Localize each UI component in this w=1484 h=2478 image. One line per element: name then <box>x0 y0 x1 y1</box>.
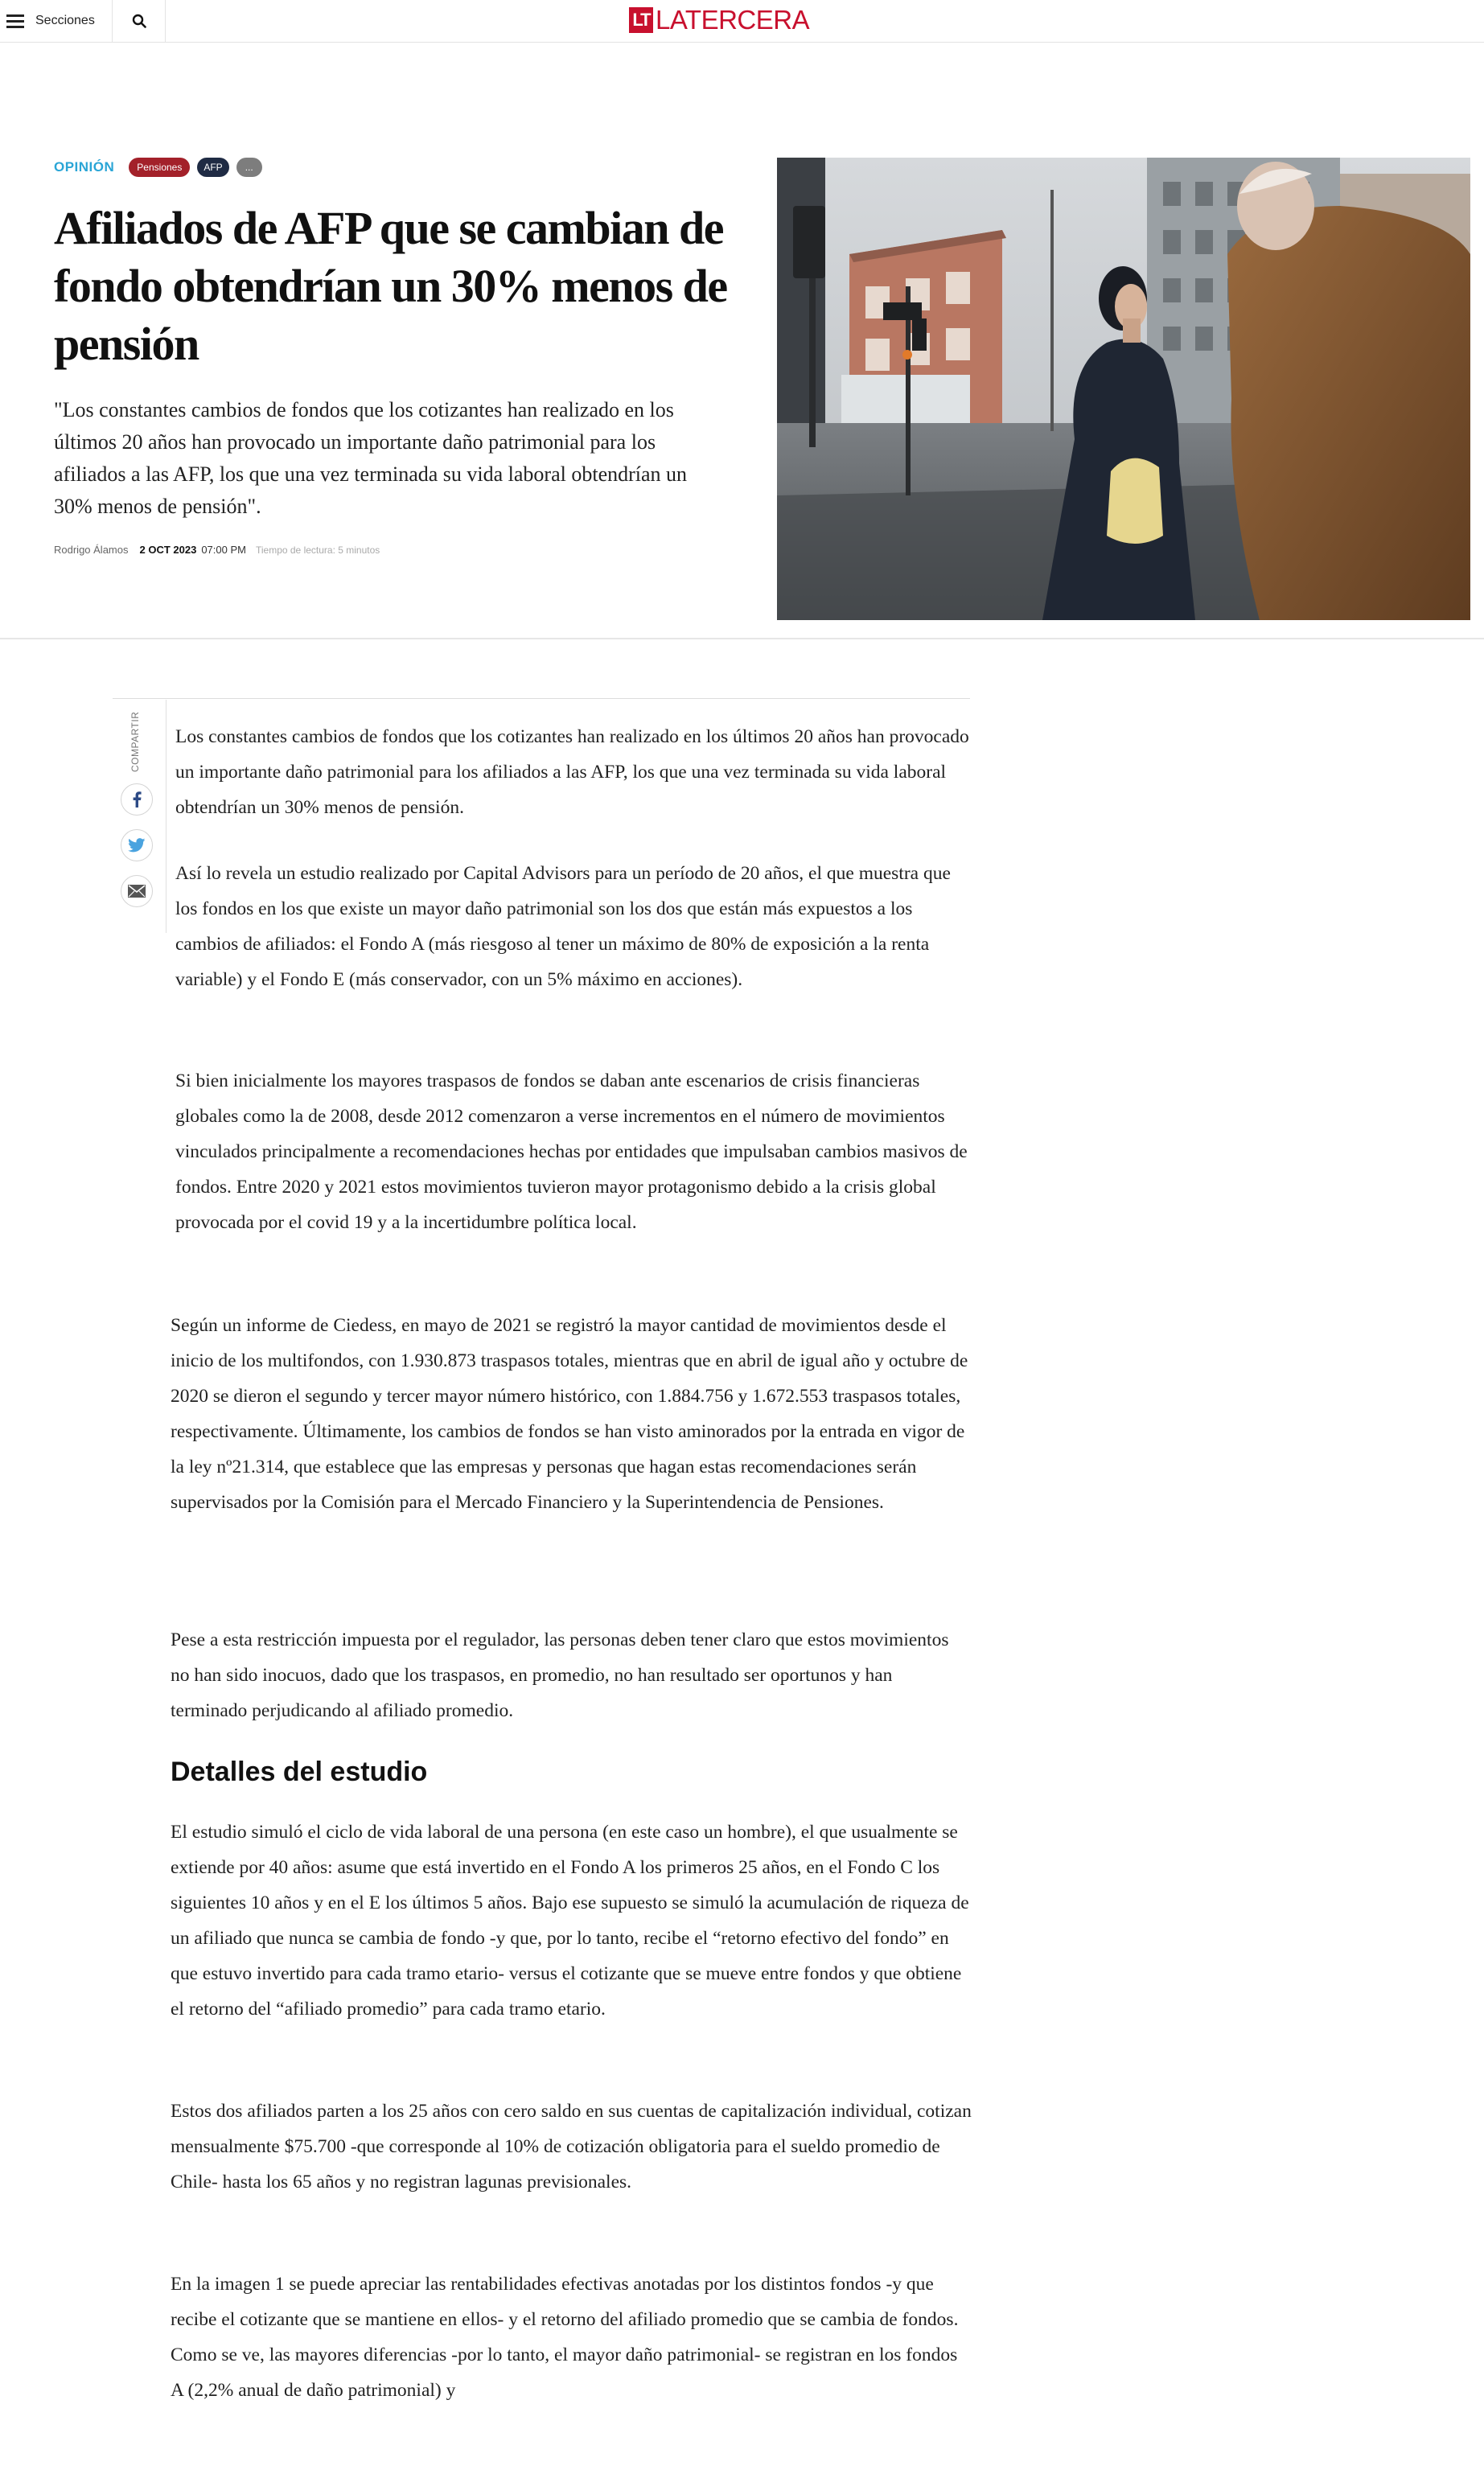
article-headline: Afiliados de AFP que se cambian de fondo obtendrían un 30% menos de pensión <box>54 202 727 370</box>
section-link[interactable]: OPINIÓN <box>54 159 115 175</box>
header-divider <box>0 638 1484 639</box>
article-tags <box>54 158 269 177</box>
body-paragraph-3: Si bien inicialmente los mayores traspasos de fondos se daban ante escenarios de crisis financieras globales como la de 2008, desde 2012 comenzaron a verse incrementos en el número de movimientos vinculados principalmente a recomendaciones hechas por entidades que impulsaban cambios masivos de fondos. Entre 2020 y 2021 estos movimientos tuvieron mayor protagonismo debido a la crisis global provocada por el covid 19 y a la incertidumbre política local. <box>175 1071 968 1233</box>
tag-afp[interactable]: AFP <box>197 158 228 177</box>
search-button[interactable] <box>113 0 166 42</box>
body-paragraph-4: Según un informe de Ciedess, en mayo de 2021 se registró la mayor cantidad de movimientos desde el inicio de los multifondos, con 1.930.873 traspasos totales, mientras que en abril de igual año y octubre de 2020 se dieron el segundo y tercer mayor número histórico, con 1.884.756 y 1.672.553 traspasos totales, respectivamente. Últimamente, los cambios de fondos se han visto aminorados por la entrada en vigor de la ley nº21.314, que establece que las empresas y personas que hagan estas recomendaciones serán supervisados por la Comisión para el Mercado Financiero y la Superintendencia de Pensiones. <box>171 1315 968 1513</box>
section-subheading: Detalles del estudio <box>171 1757 428 1787</box>
hero-photo <box>777 158 1470 620</box>
body-paragraph-7: Estos dos afiliados parten a los 25 años con cero saldo en sus cuentas de capitalización individual, cotizan mensualmente $75.700 -que corresponde al 10% de cotización obligatoria para el sueldo promedio de Chile- hasta los 65 años y no registran lagunas previsionales. <box>171 2101 972 2192</box>
share-facebook-button[interactable] <box>121 783 153 816</box>
article-dek: "Los constantes cambios de fondos que los cotizantes han realizado en los últimos 20 años han provocado un importante daño patrimonial para los afiliados a las AFP, los que una vez terminada su vida laboral obtendrían un 30% menos de pensión". <box>54 398 688 518</box>
body-divider <box>113 698 970 699</box>
share-email-button[interactable] <box>121 875 153 907</box>
publish-date: 2 OCT 2023 <box>139 544 197 556</box>
tag-more[interactable]: ... <box>236 158 262 177</box>
street-scene-image <box>777 158 1470 620</box>
search-icon <box>132 14 146 28</box>
body-paragraph-8: En la imagen 1 se puede apreciar las rentabilidades efectivas anotadas por los distintos fondos -y que recibe el cotizante que se mantiene en ellos- y el retorno del afiliado promedio que se cambia de fondos. Como se ve, las mayores diferencias -por lo tanto, el mayor daño patrimonial- se registran en los fondos A (2,2% anual de daño patrimonial) y <box>171 2274 959 2401</box>
share-twitter-button[interactable] <box>121 829 153 861</box>
body-paragraph-2: Así lo revela un estudio realizado por Capital Advisors para un período de 20 años, el que muestra que los fondos en los que existe un mayor daño patrimonial son los dos que están más expuestos a los cambios de afiliados: el Fondo A (más riesgoso al tener un máximo de 80% de exposición a la renta variable) y el Fondo E (más conservador, con un 5% máximo en acciones). <box>175 863 951 990</box>
email-icon <box>128 885 146 898</box>
twitter-icon <box>128 838 146 853</box>
author-link[interactable]: Rodrigo Álamos <box>54 544 129 556</box>
body-paragraph-6: El estudio simuló el ciclo de vida laboral de una persona (en este caso un hombre), el que usualmente se extiende por 40 años: asume que está invertido en el Fondo A los primeros 25 años, en el Fondo C los siguientes 10 años y en el E los últimos 5 años. Bajo ese supuesto se simuló la acumulación de riqueza de un afiliado que nunca se cambia de fondo -y que, por lo tanto, recibe el “retorno efectivo del fondo” en que estuvo invertido para cada tramo etario- versus el cotizante que se mueve entre fondos y que obtiene el retorno del “afiliado promedio” para cada tramo etario. <box>171 1822 969 2020</box>
byline <box>54 544 380 556</box>
publish-time: 07:00 PM <box>201 544 246 556</box>
sections-menu-button[interactable] <box>0 0 113 42</box>
site-logo[interactable] <box>629 4 809 36</box>
reading-time: Tiempo de lectura: 5 minutos <box>255 544 380 556</box>
tag-pensiones[interactable]: Pensiones <box>129 158 190 177</box>
body-paragraph-1: Los constantes cambios de fondos que los cotizantes han realizado en los últimos 20 años han provocado un importante daño patrimonial para los afiliados a las AFP, los que una vez terminada su vida laboral obtendrían un 30% menos de pensión. <box>175 726 969 818</box>
facebook-icon <box>131 791 142 808</box>
logo-text: LATERCERA <box>656 5 810 35</box>
share-label: COMPARTIR <box>129 711 141 772</box>
hamburger-icon <box>6 14 24 27</box>
body-paragraph-5: Pese a esta restricción impuesta por el regulador, las personas deben tener claro que estos movimientos no han sido inocuos, dado que los traspasos, en promedio, no han resultado ser oportunos y han terminado perjudicando al afiliado promedio. <box>171 1629 949 1721</box>
sections-menu-label: Secciones <box>35 14 95 27</box>
top-bar <box>0 0 1484 43</box>
logo-mark: LT <box>629 7 653 33</box>
